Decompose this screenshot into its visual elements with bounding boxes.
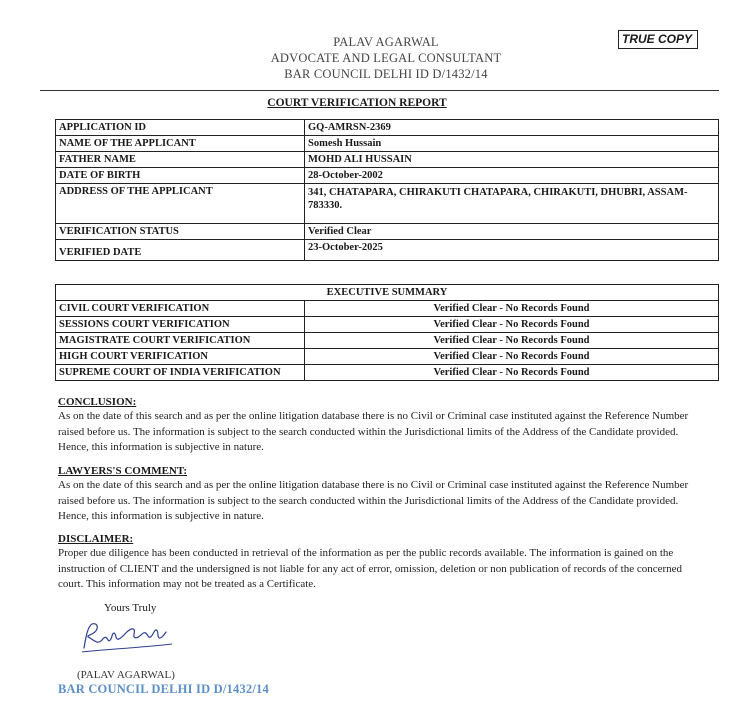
summary-row-label: HIGH COURT VERIFICATION <box>56 349 305 365</box>
verification-status-label: VERIFICATION STATUS <box>56 224 305 240</box>
advocate-name: PALAV AGARWAL <box>333 35 439 49</box>
table-row <box>56 301 719 317</box>
table-row <box>56 152 719 168</box>
verified-date-label: VERIFIED DATE <box>56 240 305 261</box>
table-row <box>56 240 719 261</box>
summary-row-label: SUPREME COURT OF INDIA VERIFICATION <box>56 365 305 381</box>
summary-row-value: Verified Clear - No Records Found <box>305 365 719 381</box>
address-label: ADDRESS OF THE APPLICANT <box>56 184 305 224</box>
bar-council-id: BAR COUNCIL DELHI ID D/1432/14 <box>284 67 488 81</box>
lawyers-comment-section <box>58 464 708 525</box>
applicant-details-table <box>55 119 719 261</box>
disclaimer-section <box>58 532 708 593</box>
lawyers-comment-heading: LAWYERS'S COMMENT: <box>58 465 188 477</box>
table-row <box>56 136 719 152</box>
applicant-name-value: Somesh Hussain <box>305 136 719 152</box>
summary-row-value: Verified Clear - No Records Found <box>305 317 719 333</box>
address-value: 341, CHATAPARA, CHIRAKUTI CHATAPARA, CHIRAKUTI, DHUBRI, ASSAM-783330. <box>305 184 719 224</box>
summary-row-label: SESSIONS COURT VERIFICATION <box>56 317 305 333</box>
true-copy-stamp: TRUE COPY <box>618 30 698 49</box>
table-row <box>56 168 719 184</box>
conclusion-heading: CONCLUSION: <box>58 396 137 408</box>
verified-date-value: 23-October-2025 <box>305 240 719 261</box>
executive-summary-title: EXECUTIVE SUMMARY <box>56 285 719 301</box>
advocate-designation: ADVOCATE AND LEGAL CONSULTANT <box>270 51 502 65</box>
conclusion-text: As on the date of this search and as per the online litigation database there is no Civil or Criminal case instituted against the Reference Number raised before us. The information is subject to the search conducted within the Jurisdictional limits of the Address of the Candidate provided. Hence, this information is subjective in nature. <box>58 410 689 453</box>
table-row <box>56 317 719 333</box>
summary-row-value: Verified Clear - No Records Found <box>305 301 719 317</box>
summary-row-value: Verified Clear - No Records Found <box>305 349 719 365</box>
father-name-label: FATHER NAME <box>56 152 305 168</box>
executive-summary-table <box>55 284 719 381</box>
table-row <box>56 285 719 301</box>
application-id-value: GQ-AMRSN-2369 <box>305 120 719 136</box>
dob-label: DATE OF BIRTH <box>56 168 305 184</box>
footer-bar-council-id: BAR COUNCIL DELHI ID D/1432/14 <box>58 682 269 696</box>
lawyers-comment-text: As on the date of this search and as per the online litigation database there is no Civil or Criminal case instituted against the Reference Number raised before us. The information is subject to the search conducted within the Jurisdictional limits of the Address of the Candidate provided. Hence, this information is subjective in nature. <box>58 479 689 522</box>
report-title: COURT VERIFICATION REPORT <box>267 97 447 109</box>
applicant-name-label: NAME OF THE APPLICANT <box>56 136 305 152</box>
conclusion-section <box>58 395 708 456</box>
father-name-value: MOHD ALI HUSSAIN <box>305 152 719 168</box>
header-divider <box>40 90 719 91</box>
summary-row-label: CIVIL COURT VERIFICATION <box>56 301 305 317</box>
closing-salutation: Yours Truly <box>104 602 157 614</box>
table-row <box>56 120 719 136</box>
table-row <box>56 224 719 240</box>
application-id-label: APPLICATION ID <box>56 120 305 136</box>
summary-row-value: Verified Clear - No Records Found <box>305 333 719 349</box>
table-row <box>56 333 719 349</box>
verification-status-value: Verified Clear <box>305 224 719 240</box>
dob-value: 28-October-2002 <box>305 168 719 184</box>
table-row <box>56 365 719 381</box>
table-row <box>56 349 719 365</box>
handwritten-signature <box>78 618 178 658</box>
disclaimer-heading: DISCLAIMER: <box>58 533 134 545</box>
signer-name: (PALAV AGARWAL) <box>77 669 175 681</box>
summary-row-label: MAGISTRATE COURT VERIFICATION <box>56 333 305 349</box>
disclaimer-text: Proper due diligence has been conducted in retrieval of the information as per the public records available. The information is gained on the instruction of CLIENT and the undersigned is not liable for any act of error, omission, deletion or non publication of records of the concerned court. This information may not be treated as a Certificate. <box>58 547 683 590</box>
table-row <box>56 184 719 224</box>
